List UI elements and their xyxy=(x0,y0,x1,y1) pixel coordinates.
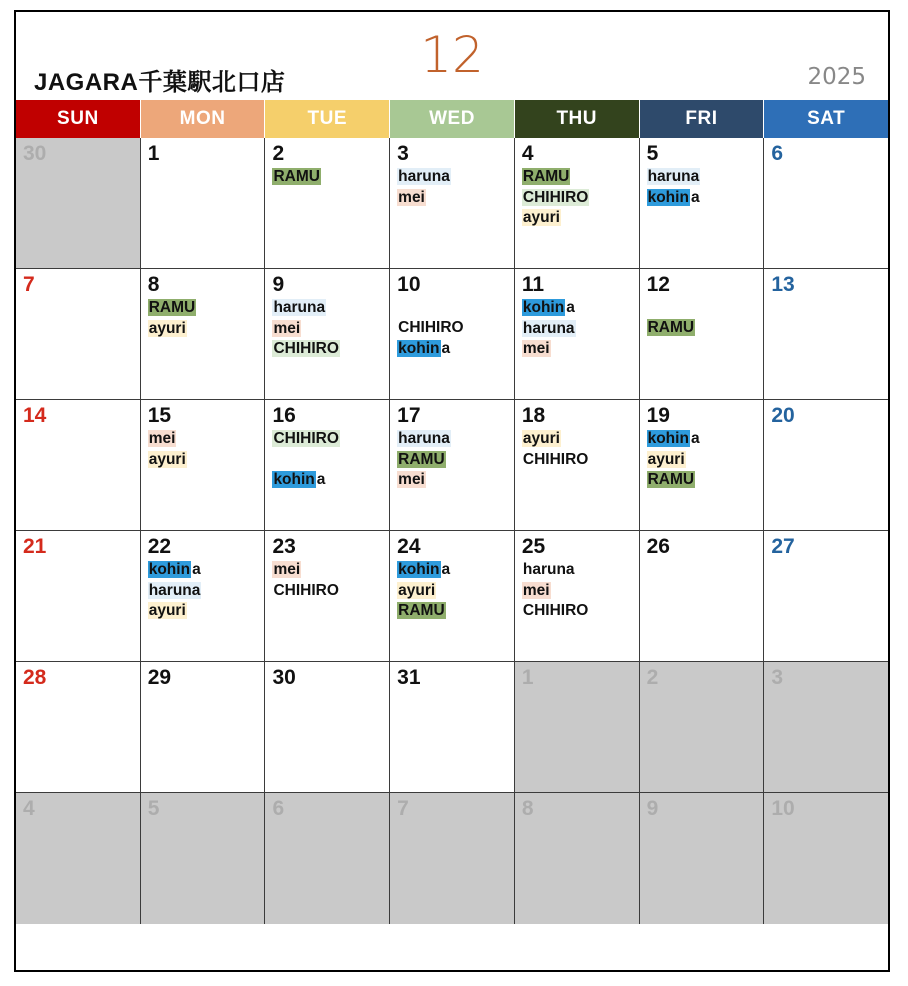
day-cell[interactable] xyxy=(16,793,141,924)
event-entry[interactable] xyxy=(148,601,259,621)
day-cell[interactable] xyxy=(764,138,888,268)
day-number: 26 xyxy=(646,535,670,558)
event-entry[interactable] xyxy=(272,581,383,601)
day-cell[interactable] xyxy=(515,269,640,399)
event-name-highlight: ayuri xyxy=(398,581,436,599)
event-entry[interactable] xyxy=(522,581,633,601)
event-name-highlight: kohin xyxy=(647,430,689,448)
day-number: 6 xyxy=(771,142,783,165)
day-number: 3 xyxy=(397,142,409,165)
event-entry[interactable] xyxy=(397,339,508,359)
day-number: 13 xyxy=(771,273,795,296)
day-number: 18 xyxy=(521,404,546,427)
day-cell[interactable] xyxy=(265,662,390,792)
day-number: 9 xyxy=(646,797,659,820)
event-name-highlight: kohin xyxy=(148,561,191,579)
event-name-highlight: CHIHIRO xyxy=(273,340,339,357)
day-cell[interactable] xyxy=(640,531,765,661)
event-name-highlight: ayuri xyxy=(647,450,685,468)
day-number: 5 xyxy=(646,142,659,165)
event-name-highlight: ayuri xyxy=(148,450,186,468)
day-events xyxy=(522,560,633,621)
day-number: 27 xyxy=(771,535,795,558)
event-entry[interactable] xyxy=(272,298,383,318)
event-entry[interactable] xyxy=(522,298,633,318)
event-name-highlight: haruna xyxy=(148,581,201,599)
day-number: 3 xyxy=(771,666,783,689)
weekday-header-thu: THU xyxy=(515,100,640,138)
event-name-tail: a xyxy=(566,299,575,317)
day-cell[interactable] xyxy=(515,400,640,530)
day-number: 2 xyxy=(646,666,659,689)
event-name-highlight: RAMU xyxy=(522,168,570,186)
day-events xyxy=(148,429,259,470)
event-name-highlight: haruna xyxy=(522,319,575,337)
day-events xyxy=(272,298,383,359)
day-events xyxy=(148,298,259,339)
event-entry[interactable] xyxy=(397,167,508,187)
week-row xyxy=(16,662,888,793)
event-entry[interactable] xyxy=(522,429,633,449)
day-cell[interactable] xyxy=(764,269,888,399)
day-cell[interactable] xyxy=(390,531,515,661)
day-number: 15 xyxy=(147,404,172,427)
day-cell[interactable] xyxy=(16,269,141,399)
event-entry[interactable] xyxy=(647,318,758,338)
day-cell[interactable] xyxy=(390,662,515,792)
day-number: 28 xyxy=(23,666,47,689)
day-number: 24 xyxy=(397,535,421,558)
event-name-highlight: mei xyxy=(398,188,425,206)
event-spacer xyxy=(397,298,508,318)
event-name-highlight: kohin xyxy=(522,299,565,317)
event-entry[interactable] xyxy=(522,188,633,208)
event-entry[interactable] xyxy=(148,560,259,580)
year-number: 2025 xyxy=(807,64,866,90)
day-number: 17 xyxy=(397,404,421,427)
weekday-header-fri: FRI xyxy=(640,100,765,138)
day-number: 29 xyxy=(147,666,172,689)
day-cell[interactable] xyxy=(265,400,390,530)
event-name-highlight: haruna xyxy=(273,299,326,317)
day-cell[interactable] xyxy=(265,138,390,268)
week-row xyxy=(16,400,888,531)
day-events xyxy=(397,560,508,621)
event-name-tail: a xyxy=(690,188,700,206)
calendar-frame xyxy=(14,10,890,972)
event-spacer xyxy=(272,450,383,470)
day-cell[interactable] xyxy=(265,793,390,924)
day-number: 1 xyxy=(521,666,534,689)
day-cell[interactable] xyxy=(764,793,888,924)
event-name-highlight: haruna xyxy=(398,168,450,186)
day-events xyxy=(522,429,633,470)
day-cell[interactable] xyxy=(515,793,640,924)
weekday-header-sat: SAT xyxy=(764,100,888,138)
day-cell[interactable] xyxy=(640,662,765,792)
event-entry[interactable] xyxy=(148,429,259,449)
event-name-tail: a xyxy=(690,430,700,448)
event-entry[interactable] xyxy=(647,429,758,449)
event-name-highlight: kohin xyxy=(647,188,689,206)
day-number: 7 xyxy=(397,797,409,820)
event-entry[interactable] xyxy=(397,318,508,338)
day-number: 21 xyxy=(23,535,47,558)
weekday-header-mon: MON xyxy=(141,100,266,138)
week-row xyxy=(16,138,888,269)
day-number: 14 xyxy=(23,404,47,427)
day-number: 8 xyxy=(521,797,534,820)
event-entry[interactable] xyxy=(397,601,508,621)
event-name: CHIHIRO xyxy=(522,450,589,468)
event-entry[interactable] xyxy=(148,581,259,601)
day-cell[interactable] xyxy=(640,793,765,924)
day-cell[interactable] xyxy=(141,138,266,268)
day-events xyxy=(522,167,633,228)
day-number: 5 xyxy=(147,797,160,820)
event-name-highlight: mei xyxy=(273,561,301,579)
event-name-highlight: mei xyxy=(398,471,425,488)
event-entry[interactable] xyxy=(272,319,383,339)
day-number: 7 xyxy=(23,273,35,296)
event-name-highlight: haruna xyxy=(398,430,450,448)
event-entry[interactable] xyxy=(647,450,758,470)
calendar-header xyxy=(16,12,888,100)
day-cell[interactable] xyxy=(390,400,515,530)
event-entry[interactable] xyxy=(272,560,383,580)
day-number: 11 xyxy=(521,273,545,296)
day-cell[interactable] xyxy=(515,662,640,792)
week-row xyxy=(16,531,888,662)
event-name-highlight: RAMU xyxy=(647,471,695,488)
day-cell[interactable] xyxy=(141,531,266,661)
week-row xyxy=(16,793,888,924)
event-entry[interactable] xyxy=(522,450,633,470)
month-number: 12 xyxy=(420,26,484,84)
event-name-highlight: RAMU xyxy=(398,450,445,468)
day-cell[interactable] xyxy=(141,793,266,924)
event-entry[interactable] xyxy=(522,319,633,339)
day-number: 31 xyxy=(397,666,421,689)
event-entry[interactable] xyxy=(148,298,259,318)
event-name-tail: a xyxy=(316,470,326,488)
weekday-header-sun: SUN xyxy=(16,100,141,138)
event-name-highlight: ayuri xyxy=(148,319,186,337)
day-events xyxy=(272,429,383,490)
day-events xyxy=(647,167,758,208)
event-name-highlight: RAMU xyxy=(398,602,445,619)
event-name-highlight: RAMU xyxy=(647,319,695,337)
day-number: 30 xyxy=(23,142,47,165)
event-name: CHIHIRO xyxy=(273,581,339,599)
day-cell[interactable] xyxy=(640,269,765,399)
day-events xyxy=(397,298,508,359)
day-cell[interactable] xyxy=(515,531,640,661)
event-entry[interactable] xyxy=(647,188,758,208)
day-number: 22 xyxy=(147,535,172,558)
day-events xyxy=(148,560,259,621)
event-entry[interactable] xyxy=(272,167,383,187)
event-entry[interactable] xyxy=(522,167,633,187)
event-name-highlight: mei xyxy=(522,581,550,599)
event-name-tail: a xyxy=(192,561,201,579)
day-cell[interactable] xyxy=(141,269,266,399)
day-cell[interactable] xyxy=(764,400,888,530)
weekday-header-tue: TUE xyxy=(265,100,390,138)
event-name-highlight: CHIHIRO xyxy=(273,430,339,448)
day-number: 25 xyxy=(521,535,546,558)
event-name-highlight: CHIHIRO xyxy=(522,188,589,206)
day-number: 10 xyxy=(771,797,795,820)
event-entry[interactable] xyxy=(272,339,383,359)
event-entry[interactable] xyxy=(272,429,383,449)
event-name-highlight: kohin xyxy=(398,339,440,357)
day-number: 6 xyxy=(272,797,285,820)
event-entry[interactable] xyxy=(148,319,259,339)
event-name-tail: a xyxy=(441,339,451,357)
day-cell[interactable] xyxy=(390,269,515,399)
event-name: CHIHIRO xyxy=(398,319,464,337)
day-cell[interactable] xyxy=(764,531,888,661)
event-entry[interactable] xyxy=(522,208,633,228)
event-entry[interactable] xyxy=(647,470,758,490)
event-entry[interactable] xyxy=(397,188,508,208)
day-number: 23 xyxy=(272,535,296,558)
event-name-highlight: kohin xyxy=(398,561,440,579)
event-name-highlight: mei xyxy=(273,319,301,337)
event-name-highlight: ayuri xyxy=(522,209,560,226)
day-number: 1 xyxy=(147,142,160,165)
event-entry[interactable] xyxy=(397,470,508,490)
day-number: 19 xyxy=(646,404,670,427)
event-name-highlight: kohin xyxy=(273,470,315,488)
day-events xyxy=(522,298,633,359)
event-name: haruna xyxy=(522,561,575,579)
day-number: 10 xyxy=(397,273,421,296)
day-cell[interactable] xyxy=(640,138,765,268)
day-cell[interactable] xyxy=(16,138,141,268)
day-number: 20 xyxy=(771,404,795,427)
event-entry[interactable] xyxy=(522,339,633,359)
day-number: 2 xyxy=(272,142,285,165)
day-cell[interactable] xyxy=(16,400,141,530)
day-cell[interactable] xyxy=(16,662,141,792)
day-cell[interactable] xyxy=(265,269,390,399)
day-events xyxy=(397,167,508,208)
calendar-grid xyxy=(16,138,888,924)
day-cell[interactable] xyxy=(16,531,141,661)
day-cell[interactable] xyxy=(640,400,765,530)
event-entry[interactable] xyxy=(522,560,633,580)
day-events xyxy=(647,298,758,338)
event-spacer xyxy=(647,298,758,318)
day-events xyxy=(647,429,758,490)
day-cell[interactable] xyxy=(764,662,888,792)
event-name-highlight: haruna xyxy=(647,168,700,186)
week-row xyxy=(16,269,888,400)
weekday-header-wed: WED xyxy=(390,100,515,138)
event-entry[interactable] xyxy=(397,560,508,580)
day-cell[interactable] xyxy=(265,531,390,661)
event-entry[interactable] xyxy=(522,601,633,621)
day-events xyxy=(397,429,508,490)
day-cell[interactable] xyxy=(390,138,515,268)
event-name-highlight: mei xyxy=(522,340,550,357)
event-name-tail: a xyxy=(441,561,451,579)
event-entry[interactable] xyxy=(272,470,383,490)
day-number: 9 xyxy=(272,273,285,296)
day-number: 30 xyxy=(272,666,296,689)
day-cell[interactable] xyxy=(515,138,640,268)
day-number: 12 xyxy=(646,273,670,296)
weekday-header-row xyxy=(16,100,888,138)
event-entry[interactable] xyxy=(397,429,508,449)
event-entry[interactable] xyxy=(397,450,508,470)
event-entry[interactable] xyxy=(148,450,259,470)
event-name-highlight: ayuri xyxy=(522,430,560,448)
day-cell[interactable] xyxy=(141,400,266,530)
day-number: 4 xyxy=(23,797,35,820)
event-name-highlight: RAMU xyxy=(148,299,196,317)
event-name: CHIHIRO xyxy=(522,602,589,619)
event-name-highlight: ayuri xyxy=(148,602,186,619)
day-cell[interactable] xyxy=(141,662,266,792)
store-name: JAGARA千葉駅北口店 xyxy=(34,69,286,96)
event-name-highlight: mei xyxy=(148,430,176,448)
day-number: 8 xyxy=(147,273,160,296)
day-events xyxy=(272,560,383,601)
day-number: 4 xyxy=(521,142,534,165)
day-cell[interactable] xyxy=(390,793,515,924)
event-entry[interactable] xyxy=(647,167,758,187)
event-name-highlight: RAMU xyxy=(273,168,320,186)
day-events xyxy=(272,167,383,187)
event-entry[interactable] xyxy=(397,581,508,601)
day-number: 16 xyxy=(272,404,296,427)
